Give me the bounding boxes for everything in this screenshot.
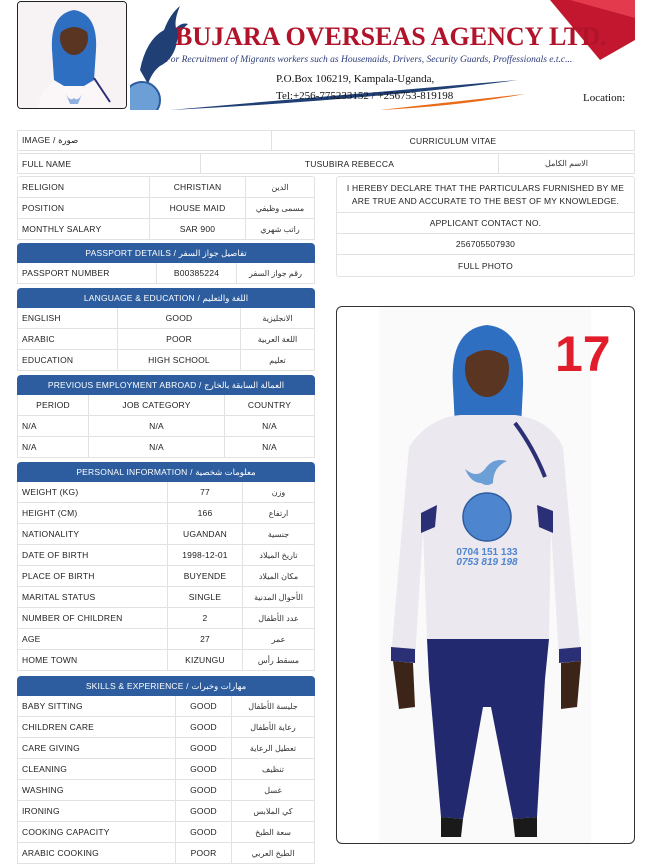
company-name: BUJARA OVERSEAS AGENCY LTD. [175, 22, 607, 51]
skill-arabic: رعاية الأطفال [250, 722, 296, 732]
skill-arabic: جليسة الأطفال [248, 701, 298, 711]
language-section-header: LANGUAGE & EDUCATION / اللغة والتعليم [17, 288, 315, 308]
skill-arabic: كي الملابس [253, 806, 293, 816]
table-row [17, 219, 315, 240]
table-row [17, 308, 315, 329]
skill-label: CLEANING [18, 759, 176, 779]
skill-arabic: غسل [264, 785, 282, 795]
skill-label: COOKING CAPACITY [18, 822, 176, 842]
skill-value: GOOD [176, 780, 232, 800]
personal-info-table [17, 482, 315, 671]
english-value: GOOD [118, 308, 241, 328]
marital-status-arabic: الأحوال المدنية [254, 592, 303, 602]
job-category-cell: N/A [89, 437, 225, 457]
passport-section-header: PASSPORT DETAILS / تفاصيل جواز السفر [17, 243, 315, 263]
skill-arabic: تنظيف [262, 764, 284, 774]
home-town-label: HOME TOWN [18, 650, 168, 670]
table-row [17, 350, 315, 371]
passport-number-value: B00385224 [157, 263, 237, 283]
skill-value: GOOD [176, 822, 232, 842]
age-value: 27 [168, 629, 243, 649]
table-row [17, 696, 315, 717]
table-row [17, 545, 315, 566]
contact-number: 256705507930 [337, 234, 634, 255]
skill-label: CHILDREN CARE [18, 717, 176, 737]
full-name-arabic: الاسم الكامل [545, 159, 588, 168]
table-row [17, 566, 315, 587]
table-row [17, 629, 315, 650]
place-of-birth-arabic: مكان الميلاد [258, 571, 299, 581]
marital-status-label: MARITAL STATUS [18, 587, 168, 607]
passport-table [17, 263, 315, 284]
country-header: COUNTRY [247, 400, 292, 410]
children-arabic: عدد الأطفال [258, 613, 299, 623]
arabic-label: ARABIC [18, 329, 118, 349]
table-row [17, 780, 315, 801]
employment-section-header: PREVIOUS EMPLOYMENT ABROAD / العمالة السابقة بالخارج [17, 375, 315, 395]
table-row [17, 843, 315, 864]
full-photo-label: FULL PHOTO [458, 260, 513, 271]
salary-value: SAR 900 [150, 219, 246, 239]
company-location-label: Location: [583, 92, 626, 104]
declaration-text: I HEREBY DECLARE THAT THE PARTICULARS FURNISHED BY ME ARE TRUE AND ACCURATE TO THE BEST OF MY KNOWLEDGE. [337, 177, 634, 213]
company-tagline: For Recruitment of Migrants workers such as Housemaids, Drivers, Security Guards, Proffessionals e.t.c... [165, 55, 573, 65]
height-label: HEIGHT (CM) [18, 503, 168, 523]
table-row [17, 587, 315, 608]
table-row [17, 263, 315, 284]
arabic-value: POOR [118, 329, 241, 349]
country-cell: N/A [262, 421, 277, 431]
skill-arabic: سعة الطبخ [255, 827, 291, 837]
position-value: HOUSE MAID [150, 198, 246, 218]
skill-value: GOOD [176, 759, 232, 779]
table-header-row [17, 395, 315, 416]
skill-value: POOR [176, 843, 232, 863]
employment-table [17, 395, 315, 458]
table-row [17, 650, 315, 671]
height-arabic: ارتفاع [268, 508, 289, 518]
full-name-row [17, 153, 635, 174]
english-arabic: الانجليزية [262, 313, 293, 323]
table-row [17, 738, 315, 759]
education-arabic: تعليم [269, 355, 286, 365]
passport-number-label: PASSPORT NUMBER [18, 263, 157, 283]
period-header: PERIOD [18, 395, 89, 415]
skill-value: GOOD [176, 717, 232, 737]
agency-banner [130, 0, 635, 110]
position-label: POSITION [18, 198, 150, 218]
education-label: EDUCATION [18, 350, 118, 370]
candidate-number: 17 [555, 326, 611, 382]
marital-status-value: SINGLE [168, 587, 243, 607]
place-of-birth-label: PLACE OF BIRTH [18, 566, 168, 586]
person-headshot-icon [18, 2, 127, 109]
table-row [17, 801, 315, 822]
weight-label: WEIGHT (KG) [18, 482, 168, 502]
skills-section-header: SKILLS & EXPERIENCE / مهارات وخبرات [17, 676, 315, 696]
weight-arabic: وزن [271, 487, 286, 497]
company-telephone: Tel:+256-775233152 / +256753-819198 [276, 90, 454, 102]
shirt-phone-2: 0753 819 198 [456, 557, 518, 568]
religion-label: RELIGION [18, 177, 150, 197]
skill-value: GOOD [176, 696, 232, 716]
nationality-label: NATIONALITY [18, 524, 168, 544]
contact-label: APPLICANT CONTACT NO. [337, 213, 634, 234]
place-of-birth-value: BUYENDE [168, 566, 243, 586]
person-full-body-icon [337, 307, 635, 844]
home-town-arabic: مسقط رأس [257, 655, 300, 665]
table-row [17, 822, 315, 843]
job-category-cell: N/A [89, 416, 225, 436]
weight-value: 77 [168, 482, 243, 502]
skill-label: ARABIC COOKING [18, 843, 176, 863]
skill-arabic: الطبخ العربي [251, 848, 295, 858]
salary-label: MONTHLY SALARY [18, 219, 150, 239]
image-cv-title-row [17, 130, 635, 151]
full-body-photo [336, 306, 635, 844]
language-table [17, 308, 315, 371]
education-value: HIGH SCHOOL [118, 350, 241, 370]
skill-arabic: تعطيل الرعاية [249, 743, 297, 753]
personal-section-header: PERSONAL INFORMATION / معلومات شخصية [17, 462, 315, 482]
basic-info-table [17, 176, 315, 240]
table-row [17, 503, 315, 524]
country-cell: N/A [262, 442, 277, 452]
table-row [17, 482, 315, 503]
skill-label: WASHING [18, 780, 176, 800]
skill-label: CARE GIVING [18, 738, 176, 758]
table-row [17, 437, 315, 458]
dob-label: DATE OF BIRTH [18, 545, 168, 565]
age-arabic: عمر [271, 634, 286, 644]
cv-title: CURRICULUM VITAE [409, 135, 497, 146]
skill-label: BABY SITTING [18, 696, 176, 716]
skills-table [17, 696, 315, 864]
age-label: AGE [18, 629, 168, 649]
home-town-value: KIZUNGU [168, 650, 243, 670]
skill-value: GOOD [176, 738, 232, 758]
shirt-phone-1: 0704 151 133 [456, 547, 518, 558]
table-row [17, 198, 315, 219]
height-value: 166 [168, 503, 243, 523]
declaration-box [336, 176, 635, 277]
period-cell: N/A [18, 416, 89, 436]
table-row [17, 524, 315, 545]
table-row [17, 177, 315, 198]
nationality-arabic: جنسية [267, 529, 290, 539]
table-row [17, 329, 315, 350]
full-name-label: FULL NAME [18, 154, 201, 173]
table-row [17, 717, 315, 738]
salary-arabic: راتب شهري [260, 224, 300, 234]
children-value: 2 [168, 608, 243, 628]
table-row [17, 759, 315, 780]
table-row [17, 608, 315, 629]
children-label: NUMBER OF CHILDREN [18, 608, 168, 628]
image-label: IMAGE / صورة [18, 131, 272, 150]
company-address: P.O.Box 106219, Kampala-Uganda, [276, 73, 435, 85]
skill-value: GOOD [176, 801, 232, 821]
portrait-photo [17, 1, 127, 109]
dob-value: 1998-12-01 [168, 545, 243, 565]
arabic-arabic: اللغة العربية [257, 334, 298, 344]
skill-label: IRONING [18, 801, 176, 821]
nationality-value: UGANDAN [168, 524, 243, 544]
religion-value: CHRISTIAN [150, 177, 246, 197]
full-name-value: TUSUBIRA REBECCA [201, 154, 499, 173]
period-cell: N/A [18, 437, 89, 457]
job-category-header: JOB CATEGORY [89, 395, 225, 415]
position-arabic: مسمى وظيفي [255, 203, 305, 213]
religion-arabic: الدين [271, 182, 289, 192]
english-label: ENGLISH [18, 308, 118, 328]
table-row [17, 416, 315, 437]
passport-number-arabic: رقم جواز السفر [249, 268, 302, 278]
dob-arabic: تاريخ الميلاد [259, 550, 298, 560]
